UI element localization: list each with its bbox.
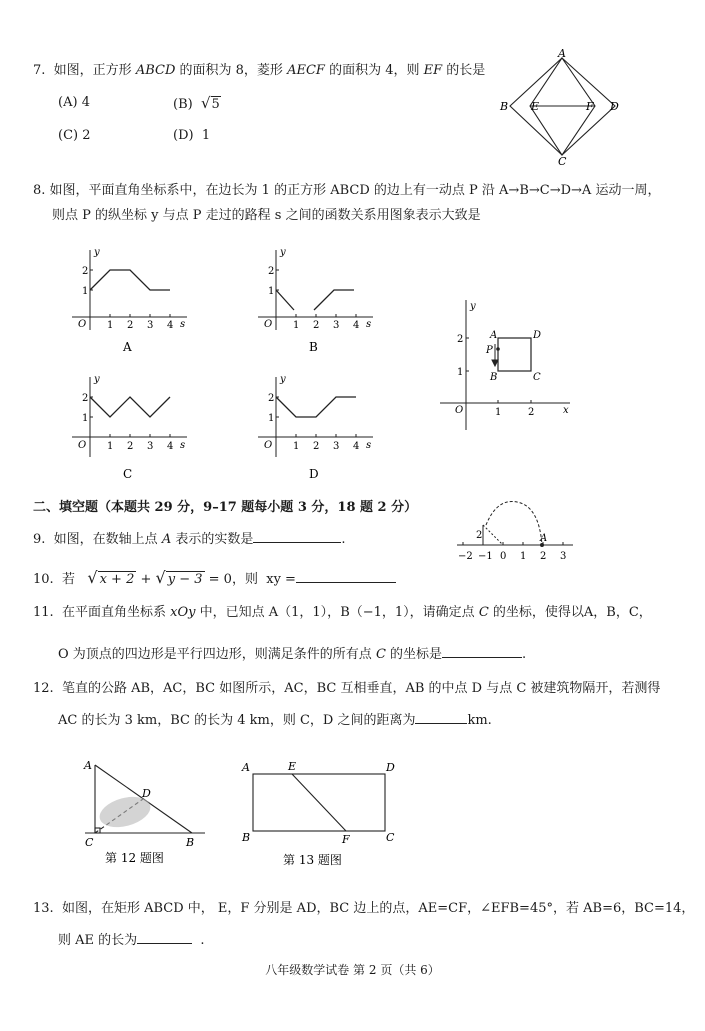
q13-answer-blank[interactable] [137, 931, 192, 944]
q8-stem-line1: 8. 如图，平面直角坐标系中，在边长为 1 的正方形 ABCD 的边上有一动点 P 沿 A→B→C→D→A 运动一周， [33, 183, 661, 198]
q8-graph-b-label: B [309, 340, 318, 354]
q8-sq-d: D [533, 330, 542, 341]
svg-text:2: 2 [127, 441, 134, 452]
q7-label-c: C [558, 155, 567, 168]
q8-stem-line2: 则点 P 的纵坐标 y 与点 P 走过的路程 s 之间的函数关系用图象表示大致是 [52, 208, 481, 223]
q7-figure [500, 48, 625, 166]
q7-label-a: A [558, 47, 566, 60]
svg-text:1: 1 [82, 413, 89, 424]
q7-option-d: (D) 1 [173, 128, 211, 143]
q12-figure [80, 755, 215, 870]
svg-text:4: 4 [353, 320, 360, 331]
q9-stem: 9. 如图，在数轴上点 A 表示的实数是 . [33, 532, 346, 547]
q12-label-c: C [85, 836, 94, 849]
q13-label-b: B [242, 831, 251, 844]
q7-option-a: (A) 4 [58, 95, 90, 110]
q8-graph-a-label: A [123, 340, 132, 354]
svg-text:O: O [264, 440, 273, 451]
q13-label-a: A [242, 761, 250, 774]
svg-text:1: 1 [293, 320, 300, 331]
q12-caption: 第 12 题图 [105, 851, 164, 865]
q13-label-e: E [288, 760, 297, 773]
section-2-heading: 二、填空题（本题共 29 分，9–17 题每小题 3 分，18 题 2 分） [33, 500, 418, 515]
q7-stem: 7. 如图，正方形 ABCD 的面积为 8，菱形 AECF 的面积为 4，则 EF 的长是 [33, 63, 486, 78]
q7-option-b: (B) √5 [173, 94, 220, 112]
q13-label-d: D [386, 761, 395, 774]
svg-text:3: 3 [147, 441, 154, 452]
svg-text:1: 1 [457, 367, 464, 378]
q8-sq-c: C [533, 372, 541, 383]
svg-text:2: 2 [127, 320, 134, 331]
svg-text:3: 3 [333, 441, 340, 452]
q8-sq-p: P [486, 345, 493, 356]
svg-text:4: 4 [167, 441, 174, 452]
q8-graph-c [62, 372, 197, 482]
svg-text:1: 1 [293, 441, 300, 452]
svg-text:4: 4 [167, 320, 174, 331]
page-footer: 八年级数学试卷 第 2 页（共 6） [265, 963, 440, 977]
svg-text:1: 1 [268, 413, 275, 424]
q11-answer-blank[interactable] [442, 645, 522, 658]
svg-text:O: O [455, 405, 464, 416]
svg-text:y: y [280, 374, 286, 385]
svg-text:0: 0 [500, 551, 507, 562]
svg-text:s: s [180, 319, 186, 330]
q7-label-d: D [610, 100, 619, 113]
q13-caption: 第 13 题图 [283, 853, 342, 867]
q13-stem-line1: 13. 如图，在矩形 ABCD 中， E，F 分别是 AD，BC 边上的点，AE=CF，∠EFB=45°，若 AB=6，BC=14， [33, 901, 695, 916]
q7-label-b: B [500, 100, 509, 113]
svg-text:2: 2 [82, 393, 89, 404]
q9-answer-blank[interactable] [253, 530, 341, 543]
svg-text:2: 2 [268, 266, 275, 277]
svg-text:2: 2 [457, 334, 464, 345]
svg-text:s: s [366, 440, 372, 451]
q8-graph-d-label: D [309, 467, 319, 481]
q10-stem: 10. 若 √ x + 2 + √ y − 3 = 0，则 xy = [33, 570, 396, 588]
q8-graph-d [248, 372, 383, 482]
q11-stem-line1: 11. 在平面直角坐标系 xOy 中，已知点 A（1，1），B（−1，1），请确定点 C 的坐标，使得以A，B，C， [33, 605, 652, 620]
q10-answer-blank[interactable] [296, 570, 396, 583]
svg-text:x: x [563, 405, 569, 416]
svg-text:1: 1 [520, 551, 527, 562]
svg-text:2: 2 [82, 266, 89, 277]
svg-text:2: 2 [268, 393, 275, 404]
svg-text:O: O [264, 319, 273, 330]
q8-sq-b: B [490, 372, 498, 383]
svg-text:2: 2 [528, 407, 535, 418]
svg-text:y: y [94, 247, 100, 258]
svg-text:O: O [78, 319, 87, 330]
q8-graph-c-label: C [123, 467, 133, 481]
svg-text:3: 3 [560, 551, 567, 562]
svg-text:O: O [78, 440, 87, 451]
q7-label-f: F [586, 100, 594, 113]
svg-text:s: s [366, 319, 372, 330]
q9-number-line [455, 498, 580, 568]
svg-text:y: y [94, 374, 100, 385]
q9-height-label: 2 [476, 530, 483, 541]
q13-label-c: C [386, 831, 395, 844]
svg-text:1: 1 [268, 286, 275, 297]
svg-text:1: 1 [107, 320, 114, 331]
svg-text:−1: −1 [478, 551, 493, 562]
q12-answer-blank[interactable] [415, 711, 467, 724]
q8-coordinate-figure [440, 300, 580, 435]
svg-text:y: y [470, 301, 476, 312]
svg-text:4: 4 [353, 441, 360, 452]
q8-graph-b [248, 245, 383, 355]
svg-text:y: y [280, 247, 286, 258]
q12-stem-line1: 12. 笔直的公路 AB，AC，BC 如图所示，AC，BC 互相垂直，AB 的中点 D 与点 C 被建筑物隔开，若测得 [33, 681, 661, 696]
q13-stem-line2: 则 AE 的长为 . [58, 933, 205, 948]
q11-stem-line2: O 为顶点的四边形是平行四边形，则满足条件的所有点 C 的坐标是 . [58, 647, 527, 662]
q12-stem-line2: AC 的长为 3 km，BC 的长为 4 km，则 C，D 之间的距离为 km. [58, 713, 492, 728]
svg-text:2: 2 [313, 441, 320, 452]
q7-option-c: (C) 2 [58, 128, 91, 143]
svg-text:−2: −2 [458, 551, 473, 562]
q12-label-b: B [186, 836, 195, 849]
q9-point-a: A [540, 533, 548, 544]
q12-label-d: D [142, 787, 151, 800]
svg-text:s: s [180, 440, 186, 451]
q8-sq-a: A [490, 330, 498, 341]
svg-text:2: 2 [313, 320, 320, 331]
svg-text:2: 2 [540, 551, 547, 562]
q12-label-a: A [84, 759, 92, 772]
q13-figure [240, 755, 405, 870]
q13-label-f: F [342, 833, 350, 846]
svg-text:3: 3 [333, 320, 340, 331]
svg-text:1: 1 [107, 441, 114, 452]
svg-text:1: 1 [82, 286, 89, 297]
q8-graph-a [62, 245, 197, 355]
q7-label-e: E [531, 100, 540, 113]
svg-text:1: 1 [495, 407, 502, 418]
svg-text:3: 3 [147, 320, 154, 331]
